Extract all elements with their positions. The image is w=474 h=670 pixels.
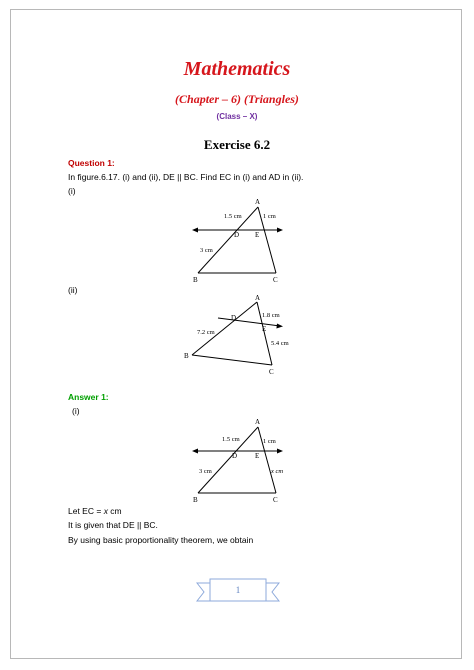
fig-ii-label-a: A [255, 294, 261, 302]
figure-i [185, 195, 290, 285]
question-part-ii-label: (ii) [68, 285, 78, 295]
ans-fig-ec-length: x cm [271, 468, 284, 475]
fig-ii-bd-length: 7.2 cm [197, 329, 215, 336]
ans-fig-label-c: C [273, 496, 278, 504]
fig-ii-label-e: E [262, 325, 267, 333]
fig-i-db-length: 3 cm [200, 247, 213, 254]
figure-ii [180, 293, 295, 378]
chapter-subtitle: (Chapter – 6) (Triangles) [175, 92, 299, 106]
question-part-i-label: (i) [68, 186, 76, 196]
theorem-statement: By using basic proportionality theorem, we obtain [68, 535, 254, 545]
question-text: In figure.6.17. (i) and (ii), DE || BC. Find EC in (i) and AD in (ii). [68, 172, 304, 182]
let-ec-suffix: cm [107, 506, 122, 516]
page-title: Mathematics [183, 58, 291, 80]
fig-i-label-d: D [234, 231, 240, 239]
page-number: 1 [235, 585, 241, 595]
fig-ii-label-b: B [184, 352, 189, 360]
exercise-title: Exercise 6.2 [203, 137, 271, 152]
answer-part-i-label: (i) [72, 406, 80, 416]
ans-fig-label-a: A [255, 418, 261, 426]
ans-fig-label-b: B [193, 496, 198, 504]
fig-ii-label-c: C [269, 368, 274, 376]
fig-i-label-c: C [273, 276, 278, 284]
fig-i-label-a: A [255, 198, 261, 206]
ans-fig-label-e: E [255, 452, 260, 460]
answer-heading: Answer 1: [68, 392, 109, 402]
ans-fig-db-length: 3 cm [199, 468, 212, 475]
let-ec-variable: x [103, 506, 108, 516]
ans-fig-label-d: D [232, 452, 238, 460]
let-ec-statement [68, 506, 122, 516]
fig-ii-label-d: D [231, 314, 237, 322]
fig-i-label-e: E [255, 231, 260, 239]
fig-i-label-b: B [193, 276, 198, 284]
fig-i-ad-length: 1.5 cm [224, 213, 242, 220]
fig-ii-ae-length: 1.8 cm [262, 312, 280, 319]
question-heading: Question 1: [68, 158, 115, 168]
ans-fig-ae-length: 1 cm [263, 438, 276, 445]
answer-figure-i [185, 415, 290, 505]
let-ec-prefix: Let EC = [68, 506, 104, 516]
fig-ii-ec-length: 5.4 cm [271, 340, 289, 347]
fig-i-ae-length: 1 cm [263, 213, 276, 220]
class-label: (Class – X) [216, 112, 258, 121]
given-statement: It is given that DE || BC. [68, 520, 158, 530]
ans-fig-ad-length: 1.5 cm [222, 436, 240, 443]
